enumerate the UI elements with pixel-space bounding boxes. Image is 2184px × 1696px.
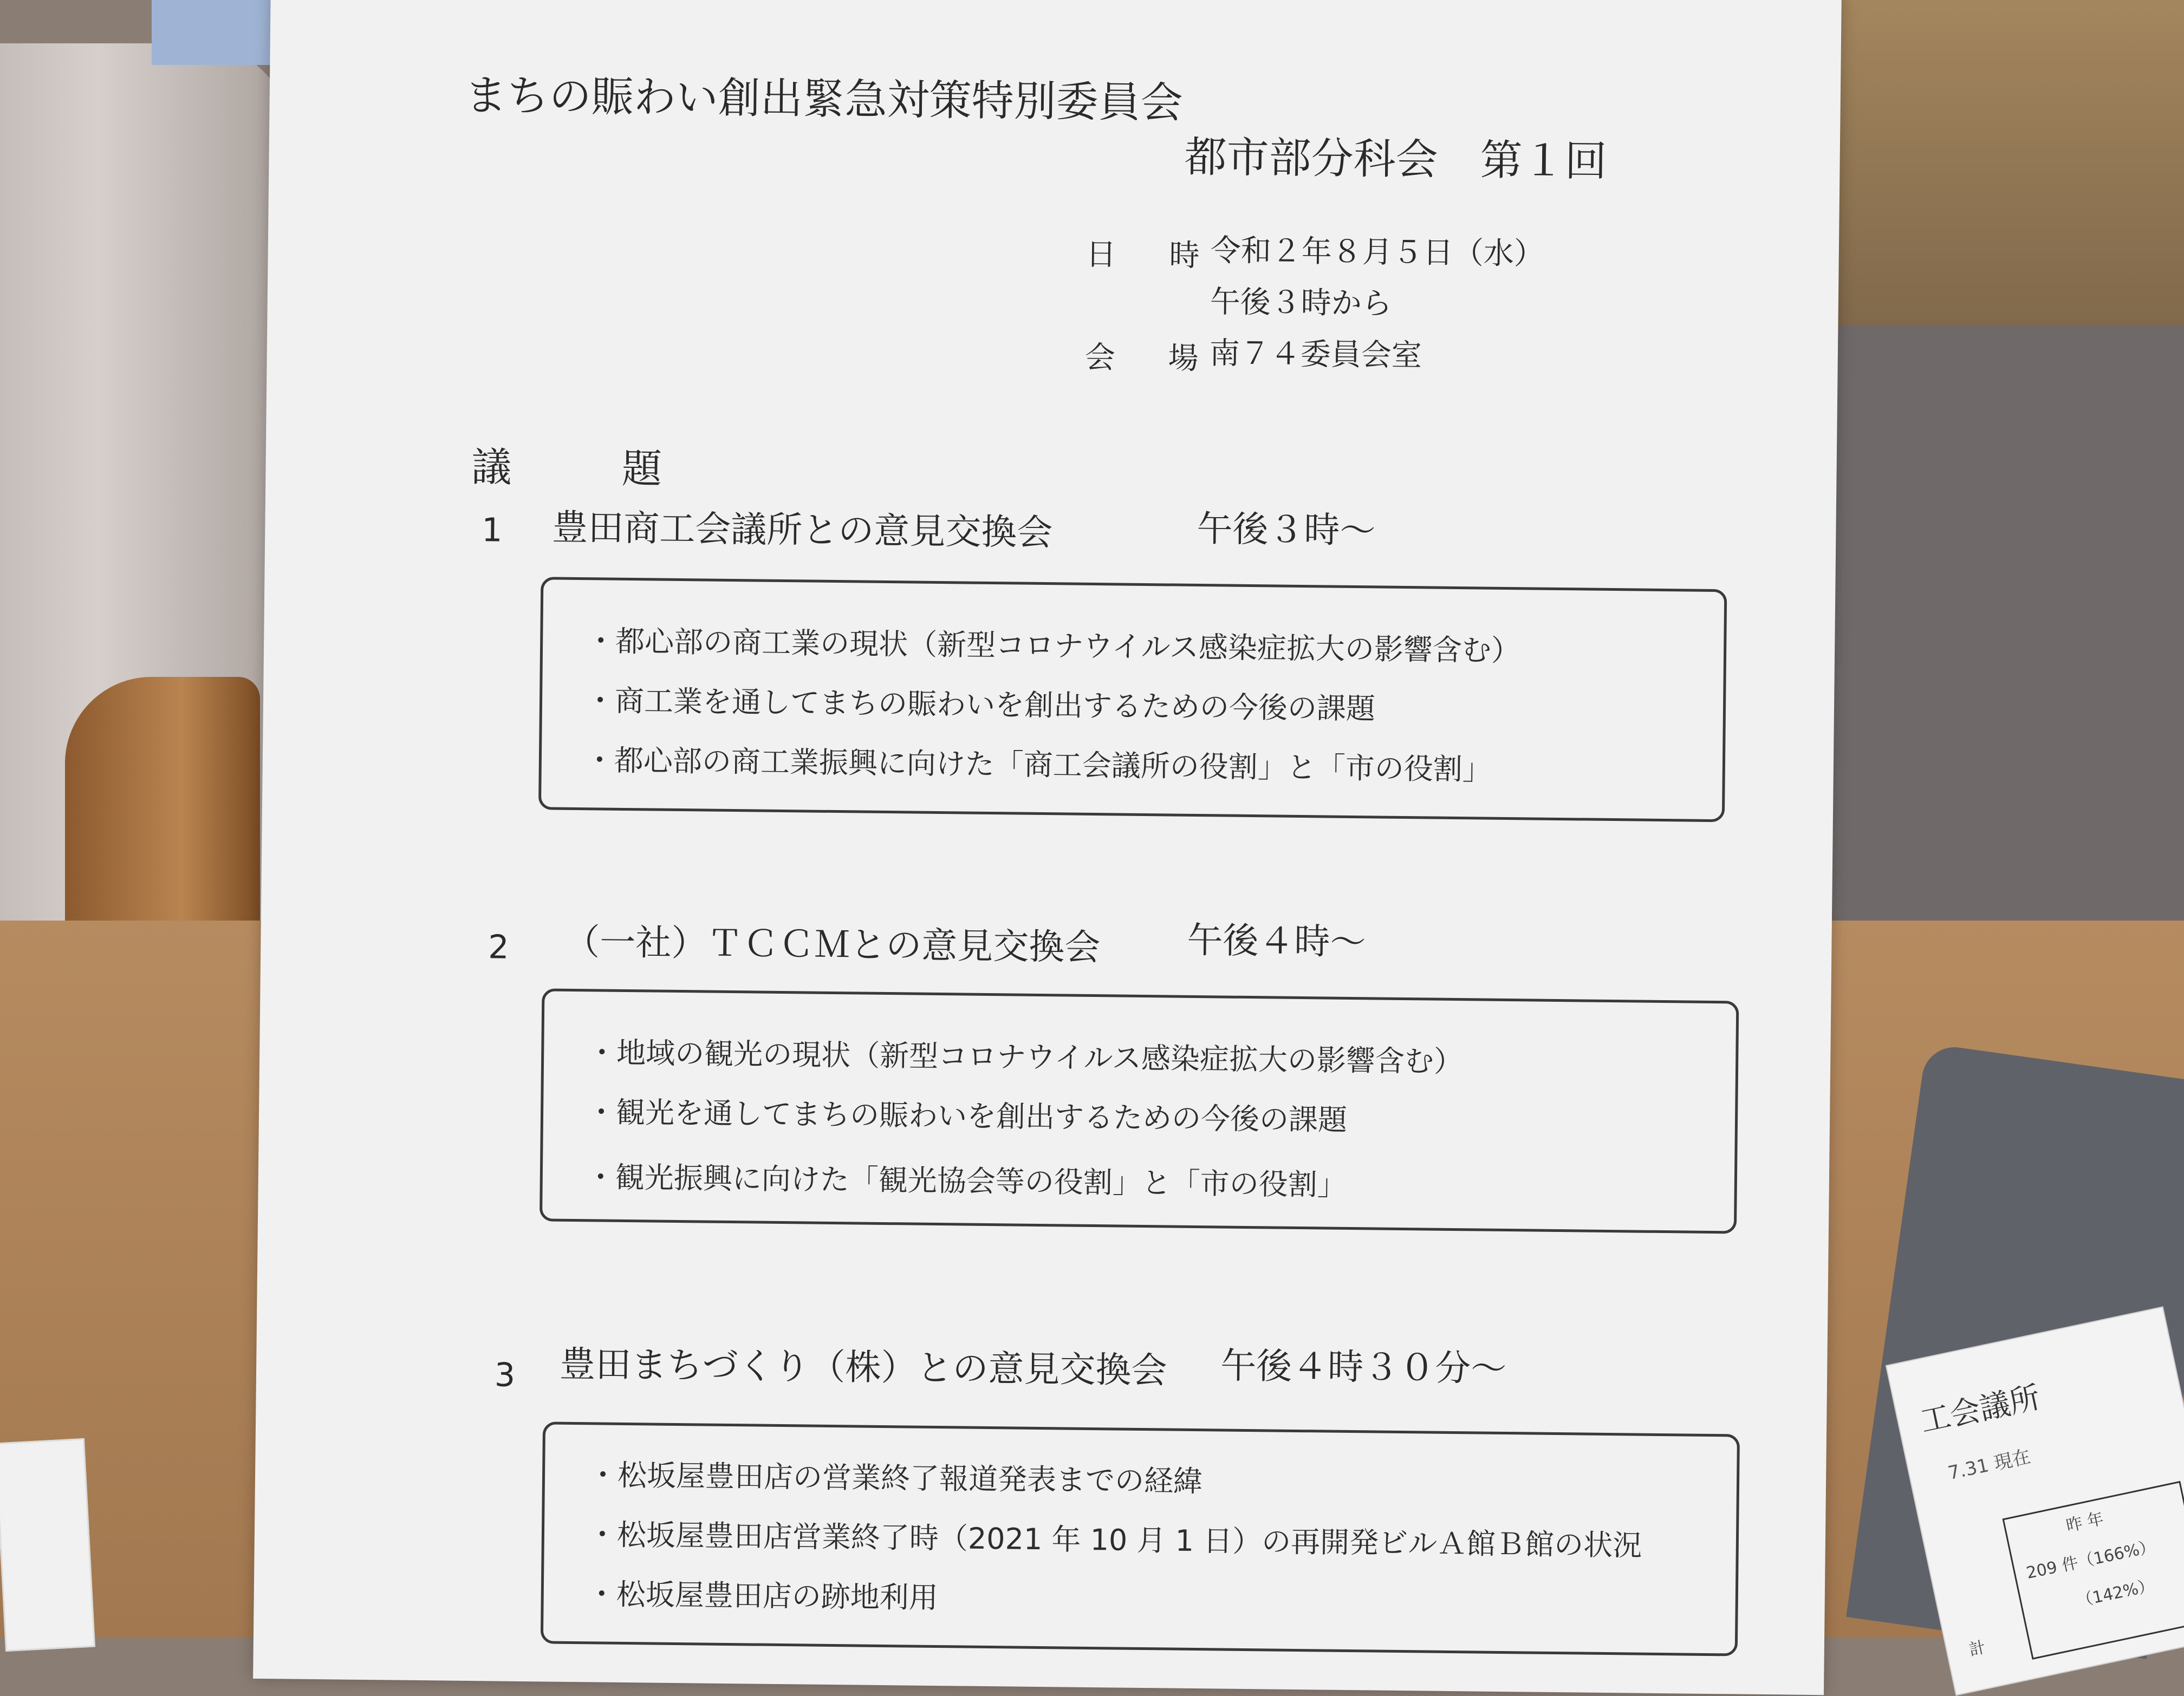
topic-item: ・都心部の商工業振興に向けた「商工会議所の役割」と「市の役割」 (584, 743, 1492, 787)
topic-box (540, 988, 1739, 1234)
date-value: 令和２年８月５日（水） (1210, 233, 1545, 272)
topic-box (541, 1421, 1740, 1656)
side-table-cell: 209 件（166%） (2024, 1537, 2157, 1583)
topic-item: ・都心部の商工業の現状（新型コロナウイルス感染症拡大の影響含む） (586, 624, 1521, 668)
agenda-item-number: 1 (481, 511, 503, 550)
side-document-table (2002, 1481, 2184, 1660)
agenda-item-title: 豊田商工会議所との意見交換会 (552, 506, 1053, 554)
topic-item: ・商工業を通してまちの賑わいを創出するための今後の課題 (585, 683, 1376, 726)
agenda-item-time: 午後３時～ (1197, 507, 1376, 552)
topic-item: ・観光振興に向けた「観光協会等の役割」と「市の役割」 (586, 1160, 1347, 1202)
venue-value: 南７４委員会室 (1209, 336, 1422, 374)
venue-label: 会 場 (1084, 340, 1220, 377)
agenda-item-number: 3 (494, 1356, 516, 1394)
agenda-item-number: 2 (487, 928, 509, 967)
topic-item: ・松坂屋豊田店営業終了時（2021 年 10 月 1 日）の再開発ビルＡ館Ｂ館の状況 (587, 1517, 1642, 1563)
topic-item: ・地域の観光の現状（新型コロナウイルス感染症拡大の影響含む） (587, 1035, 1464, 1079)
side-table-row-label: 計 (1967, 1638, 1987, 1660)
topic-item: ・松坂屋豊田店の跡地利用 (587, 1577, 939, 1615)
side-table-cell: （142%） (2075, 1576, 2156, 1611)
agenda-heading: 議 題 (471, 443, 711, 493)
document-subtitle: 都市部分科会 第１回 (1184, 133, 1608, 186)
agenda-document (253, 0, 1842, 1695)
agenda-item-title: （一社）ＴＣＣＭとの意見交換会 (563, 921, 1101, 969)
side-table-header: 昨 年 (2064, 1509, 2105, 1536)
topic-item: ・観光を通してまちの賑わいを創出するための今後の課題 (586, 1095, 1348, 1137)
time-value: 午後３時から (1210, 284, 1393, 322)
side-document-heading: 工会議所 (1917, 1380, 2044, 1440)
side-document-date: 7.31 現在 (1946, 1445, 2033, 1485)
agenda-item-title: 豊田まちづくり（株）との意見交換会 (559, 1343, 1167, 1392)
agenda-item-time: 午後４時３０分～ (1220, 1345, 1507, 1390)
date-label: 日 時 (1086, 237, 1221, 274)
topic-item: ・松坂屋豊田店の営業終了報道発表までの経緯 (588, 1458, 1203, 1499)
topic-box (538, 577, 1727, 822)
wooden-wall (1787, 0, 2184, 379)
person-shirt (152, 0, 282, 65)
agenda-item-time: 午後４時～ (1187, 919, 1366, 963)
document-title: まちの賑わい創出緊急対策特別委員会 (464, 71, 1184, 128)
carpet-floor (1787, 325, 2184, 921)
paper-stack (0, 1438, 95, 1652)
